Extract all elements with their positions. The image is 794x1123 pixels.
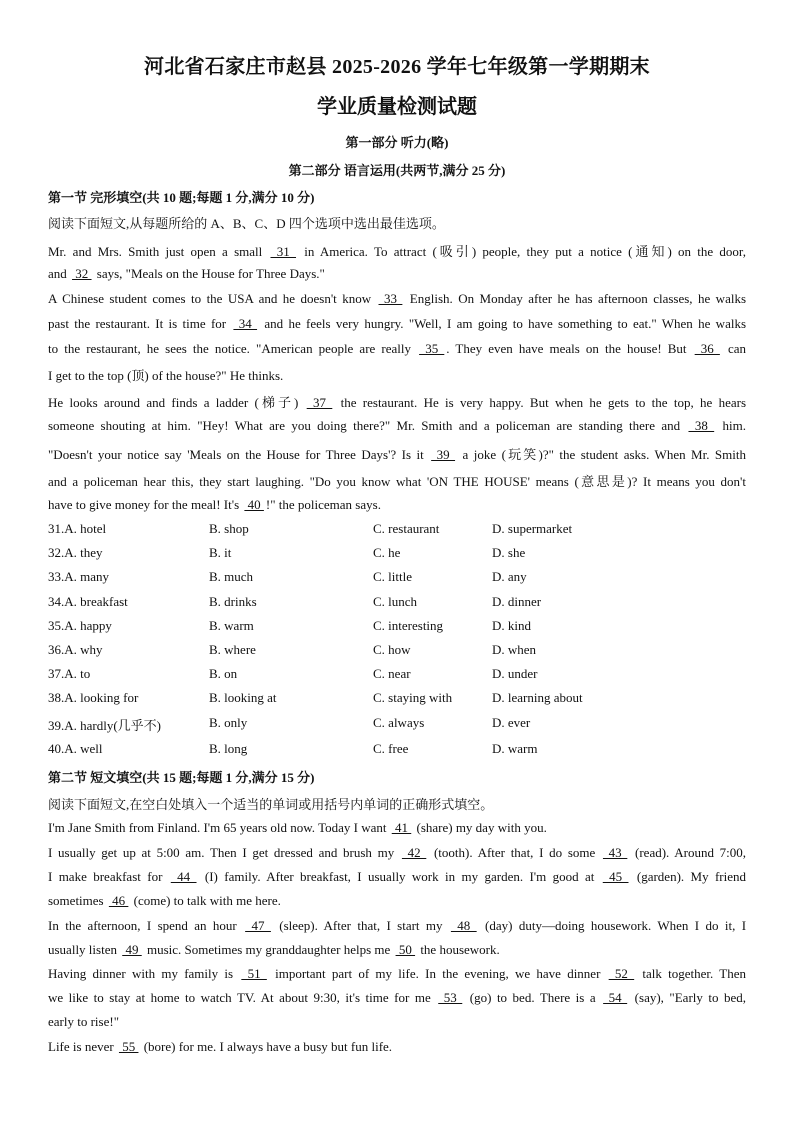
section2-instruction: 阅读下面短文,在空白处填入一个适当的单词或用括号内单词的正确形式填空。	[48, 797, 494, 812]
option-choice: B. shop	[209, 521, 249, 536]
answer-blank: 40	[244, 497, 264, 512]
option-choice: 31.A. hotel	[48, 521, 107, 536]
option-row	[48, 618, 746, 638]
passage-line: to the restaurant, he sees the notice. "American people are really 35 . They even have meals on the house! But 36 can	[48, 341, 746, 356]
answer-blank: 53	[438, 990, 463, 1005]
exam-title-line1: 河北省石家庄市赵县 2025-2026 学年七年级第一学期期末	[144, 56, 650, 78]
part2-heading: 第二部分 语言运用(共两节,满分 25 分)	[288, 163, 506, 178]
option-choice: 35.A. happy	[48, 618, 112, 633]
passage-line: and 32 says, "Meals on the House for Three Days."	[48, 266, 325, 281]
passage-line: have to give money for the meal! It's 40 !" the policeman says.	[48, 497, 381, 512]
option-choice: C. little	[373, 569, 412, 584]
passage-line: we like to stay at home to watch TV. At about 9:30, it's time for me 53 (go) to bed. There is a 54 (say), "Early to bed,	[48, 990, 747, 1005]
answer-blank: 54	[603, 990, 628, 1005]
answer-blank: 36	[694, 341, 720, 356]
option-row	[48, 569, 746, 589]
answer-blank: 46	[108, 893, 129, 908]
answer-blank: 34	[233, 316, 258, 331]
option-choice: C. staying with	[373, 690, 453, 705]
option-row	[48, 545, 746, 565]
option-choice: 40.A. well	[48, 741, 103, 756]
option-choice: D. she	[492, 545, 526, 560]
answer-blank: 48	[450, 918, 477, 933]
option-choice: C. restaurant	[373, 521, 440, 536]
option-choice: B. warm	[209, 618, 254, 633]
passage-line: I get to the top (顶) of the house?" He thinks.	[48, 368, 284, 383]
answer-blank: 45	[602, 869, 629, 884]
option-choice: 38.A. looking for	[48, 690, 139, 705]
option-choice: B. drinks	[209, 594, 257, 609]
option-choice: 37.A. to	[48, 666, 91, 681]
option-choice: C. lunch	[373, 594, 418, 609]
passage-line: and a policeman hear this, they start laughing. "Do you know what 'ON THE HOUSE' means (意思是)? It means you don't	[48, 474, 746, 489]
passage-line: I'm Jane Smith from Finland. I'm 65 years old now. Today I want 41 (share) my day with you.	[48, 820, 547, 835]
section2-heading: 第二节 短文填空(共 15 题;每题 1 分,满分 15 分)	[48, 770, 315, 785]
option-choice: D. ever	[492, 715, 531, 730]
answer-blank: 42	[401, 845, 427, 860]
option-choice: C. he	[373, 545, 401, 560]
option-choice: D. learning about	[492, 690, 583, 705]
option-choice: C. free	[373, 741, 409, 756]
option-choice: B. where	[209, 642, 256, 657]
option-choice: 34.A. breakfast	[48, 594, 128, 609]
option-choice: B. long	[209, 741, 248, 756]
answer-blank: 33	[378, 291, 403, 306]
passage-line: Mr. and Mrs. Smith just open a small 31 in America. To attract (吸引) people, they put a notice (通知) on the door,	[48, 244, 746, 259]
option-choice: B. looking at	[209, 690, 277, 705]
section1-heading: 第一节 完形填空(共 10 题;每题 1 分,满分 10 分)	[48, 190, 315, 205]
passage-line: Having dinner with my family is 51 important part of my life. In the evening, we have dinner 52 talk together. Then	[48, 966, 747, 981]
passage-line: past the restaurant. It is time for 34 and he feels very hungry. "Well, I am going to have something to eat." When he walks	[48, 316, 747, 331]
option-choice: D. when	[492, 642, 537, 657]
option-choice: 32.A. they	[48, 545, 103, 560]
answer-blank: 47	[245, 918, 271, 933]
answer-blank: 55	[118, 1039, 139, 1054]
part1-heading: 第一部分 听力(略)	[345, 135, 449, 150]
answer-blank: 44	[170, 869, 197, 884]
answer-blank: 51	[241, 966, 267, 981]
answer-blank: 32	[72, 266, 92, 281]
answer-blank: 38	[688, 418, 715, 433]
option-choice: D. kind	[492, 618, 531, 633]
section1-instruction: 阅读下面短文,从每题所给的 A、B、C、D 四个选项中选出最佳选项。	[48, 216, 445, 231]
option-row	[48, 521, 746, 541]
passage-line: sometimes 46 (come) to talk with me here.	[48, 893, 281, 908]
option-choice: C. always	[373, 715, 425, 730]
option-choice: C. near	[373, 666, 411, 681]
passage-line: someone shouting at him. "Hey! What are you doing there?" Mr. Smith and a policeman are standing there and 38 him.	[48, 418, 746, 433]
passage-line: I usually get up at 5:00 am. Then I get dressed and brush my 42 (tooth). After that, I do some 43 (read). Around 7:00,	[48, 845, 747, 860]
option-choice: B. only	[209, 715, 248, 730]
option-choice: D. any	[492, 569, 527, 584]
answer-blank: 31	[270, 244, 297, 259]
option-choice: B. much	[209, 569, 254, 584]
option-choice: C. how	[373, 642, 411, 657]
option-choice: 36.A. why	[48, 642, 103, 657]
answer-blank: 43	[602, 845, 628, 860]
option-choice: D. dinner	[492, 594, 542, 609]
option-choice: 33.A. many	[48, 569, 110, 584]
answer-blank: 39	[431, 447, 456, 462]
option-row	[48, 715, 746, 735]
option-choice: D. under	[492, 666, 538, 681]
answer-blank: 50	[395, 942, 416, 957]
option-row	[48, 741, 746, 761]
passage-line: early to rise!"	[48, 1014, 119, 1029]
exam-title-line2: 学业质量检测试题	[317, 96, 477, 118]
answer-blank: 49	[122, 942, 142, 957]
passage-line: "Doesn't your notice say 'Meals on the House for Three Days'? Is it 39 a joke (玩笑)?" the student asks. When Mr. Smith	[48, 447, 746, 462]
answer-blank: 35	[419, 341, 445, 356]
passage-line: Life is never 55 (bore) for me. I always have a busy but fun life.	[48, 1039, 393, 1054]
option-choice: 39.A. hardly(几乎不)	[48, 718, 162, 733]
option-choice: B. it	[209, 545, 232, 560]
option-choice: D. supermarket	[492, 521, 573, 536]
option-choice: B. on	[209, 666, 238, 681]
option-choice: C. interesting	[373, 618, 444, 633]
option-row	[48, 690, 746, 710]
passage-line: In the afternoon, I spend an hour 47 (sleep). After that, I start my 48 (day) duty—doing housework. When I do it, I	[48, 918, 747, 933]
passage-line: I make breakfast for 44 (I) family. After breakfast, I usually work in my garden. I'm good at 45 (garden). My friend	[48, 869, 746, 884]
answer-blank: 41	[391, 820, 412, 835]
passage-line: A Chinese student comes to the USA and he doesn't know 33 English. On Monday after he has afternoon classes, he walks	[48, 291, 747, 306]
answer-blank: 52	[608, 966, 635, 981]
passage-line: usually listen 49 music. Sometimes my granddaughter helps me 50 the housework.	[48, 942, 500, 957]
option-row	[48, 666, 746, 686]
passage-line: He looks around and finds a ladder (梯子) 37 the restaurant. He is very happy. But when he gets to the top, he hears	[48, 395, 747, 410]
option-choice: D. warm	[492, 741, 538, 756]
option-row	[48, 594, 746, 614]
answer-blank: 37	[306, 395, 333, 410]
option-row	[48, 642, 746, 662]
